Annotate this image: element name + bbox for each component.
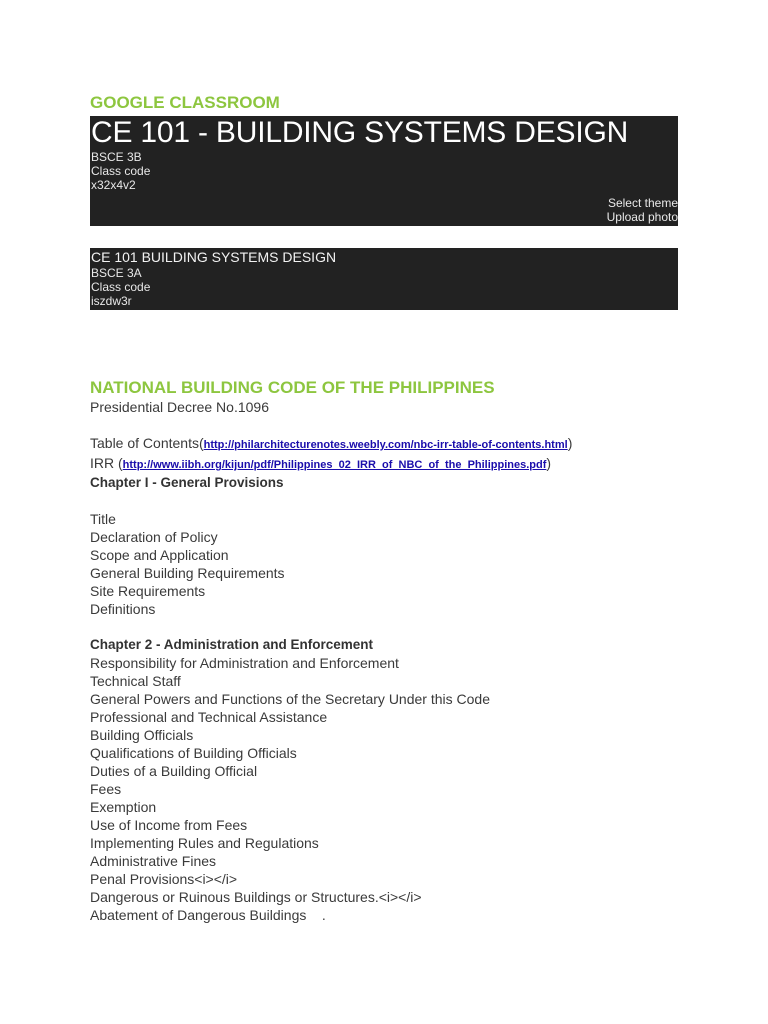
list-item: Technical Staff	[90, 673, 181, 689]
class-code-label: Class code	[91, 280, 151, 294]
class-card-title[interactable]: CE 101 BUILDING SYSTEMS DESIGN	[91, 249, 337, 265]
list-item: Qualifications of Building Officials	[90, 745, 297, 761]
list-item: Title	[90, 511, 116, 527]
card-actions	[607, 196, 678, 224]
class-card-bsce-3b[interactable]	[90, 116, 678, 226]
upload-photo-button[interactable]: Upload photo	[606, 210, 678, 224]
irr-prefix: IRR (	[90, 455, 123, 471]
class-card-section: BSCE 3B	[91, 150, 142, 164]
list-item: Penal Provisions<i></i>	[90, 871, 238, 887]
list-item: Scope and Application	[90, 547, 229, 563]
list-item: Duties of a Building Official	[90, 763, 258, 779]
list-item: Definitions	[90, 601, 156, 617]
classroom-heading: GOOGLE CLASSROOM	[90, 93, 280, 112]
class-card-section: BSCE 3A	[91, 266, 142, 280]
chapter-1-list	[90, 510, 678, 618]
list-item: Professional and Technical Assistance	[90, 709, 328, 725]
list-item: Use of Income from Fees	[90, 817, 248, 833]
list-item: Responsibility for Administration and Enforcement	[90, 655, 399, 671]
class-card-bsce-3a[interactable]	[90, 248, 678, 310]
chapter-1-title: Chapter I - General Provisions	[90, 475, 284, 490]
document-page	[90, 93, 678, 924]
irr-suffix: )	[546, 455, 552, 471]
class-card-title[interactable]: CE 101 - BUILDING SYSTEMS DESIGN	[91, 116, 629, 149]
spacer	[90, 492, 678, 510]
list-item: Site Requirements	[90, 583, 206, 599]
list-item: Fees	[90, 781, 122, 797]
list-item: Exemption	[90, 799, 157, 815]
irr-link[interactable]: http://www.iibh.org/kijun/pdf/Philippines_02_IRR_of_NBC_of_the_Philippines.pdf	[122, 459, 547, 471]
list-item: Dangerous or Ruinous Buildings or Structures.<i></i>	[90, 889, 422, 905]
chapter-2-list	[90, 654, 678, 924]
list-item: General Building Requirements	[90, 565, 285, 581]
toc-line	[90, 434, 678, 454]
irr-line	[90, 454, 678, 474]
class-code-label: Class code	[91, 164, 151, 178]
decree-text: Presidential Decree No.1096	[90, 399, 269, 415]
chapter-2-title: Chapter 2 - Administration and Enforcement	[90, 637, 374, 652]
list-item: General Powers and Functions of the Secretary Under this Code	[90, 691, 490, 707]
list-item: Declaration of Policy	[90, 529, 218, 545]
toc-suffix: )	[567, 435, 573, 451]
list-item: Abatement of Dangerous Buildings .	[90, 907, 326, 923]
list-item: Building Officials	[90, 727, 194, 743]
select-theme-button[interactable]: Select theme	[607, 196, 678, 210]
toc-link[interactable]: http://philarchitecturenotes.weebly.com/nbc-irr-table-of-contents.html	[203, 439, 568, 451]
class-code-value: x32x4v2	[91, 178, 136, 192]
list-item: Implementing Rules and Regulations	[90, 835, 319, 851]
list-item: Administrative Fines	[90, 853, 217, 869]
toc-prefix: Table of Contents(	[90, 435, 204, 451]
spacer	[90, 618, 678, 636]
nbc-heading: NATIONAL BUILDING CODE OF THE PHILIPPINES	[90, 378, 495, 397]
spacer	[90, 416, 678, 434]
class-code-value: iszdw3r	[91, 294, 132, 308]
